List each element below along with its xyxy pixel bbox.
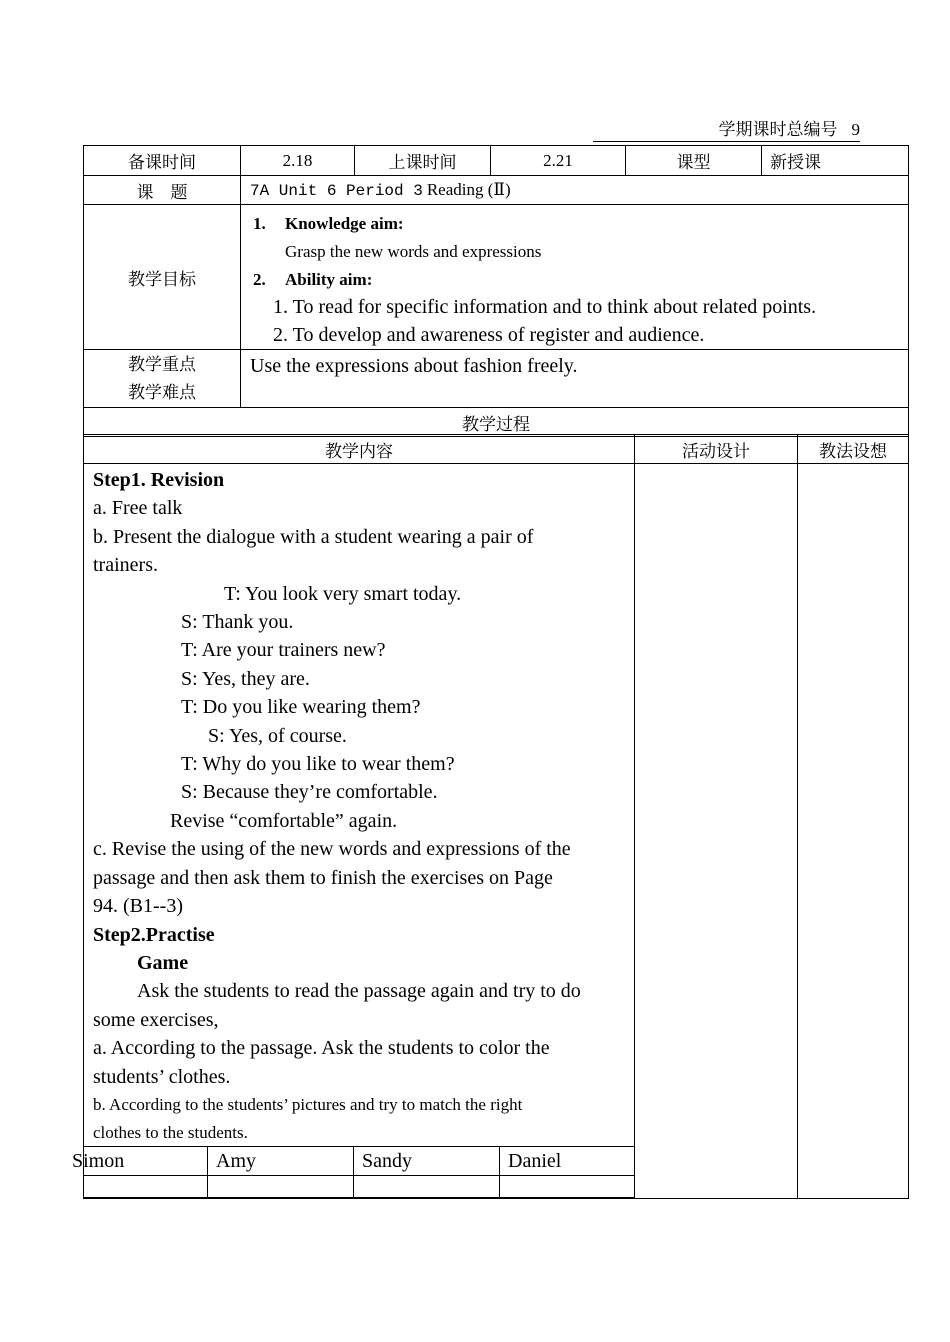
process-title: 教学过程 xyxy=(84,408,909,437)
match-cell[interactable] xyxy=(354,1176,500,1198)
serial-number: 9 xyxy=(851,120,860,139)
prep-time-label: 备课时间 xyxy=(84,146,241,176)
content-lines xyxy=(84,464,634,1148)
knowledge-aim-text: Grasp the new words and expressions xyxy=(285,242,542,261)
student-name-sandy: Sandy xyxy=(354,1147,500,1176)
content-line: b. According to the students’ pictures and try to match the right xyxy=(93,1094,523,1114)
content-line: trainers. xyxy=(93,554,158,577)
class-time-label: 上课时间 xyxy=(355,146,491,176)
content-line: b. Present the dialogue with a student wearing a pair of xyxy=(93,525,534,548)
serial-label: 学期课时总编号 xyxy=(718,120,838,139)
student-name-simon: Simon xyxy=(84,1147,208,1176)
col-method-header: 教法设想 xyxy=(798,435,909,464)
match-cell[interactable] xyxy=(208,1176,354,1198)
key-points-text: Use the expressions about fashion freely. xyxy=(241,350,909,408)
content-line: Ask the students to read the passage again and try to do xyxy=(137,980,581,1003)
prep-time-value: 2.18 xyxy=(241,146,355,176)
activity-cell xyxy=(635,464,798,1199)
topic-title: Reading (Ⅱ) xyxy=(426,180,511,199)
content-line: clothes to the students. xyxy=(93,1123,248,1143)
key-points-label xyxy=(84,350,241,408)
topic-unit: 7A Unit 6 Period 3 xyxy=(250,182,423,200)
topic-value xyxy=(241,176,909,205)
process-table xyxy=(83,434,909,1199)
ability-aim-2: 2. To develop and awareness of register and audience. xyxy=(273,324,705,346)
lesson-type-value: 新授课 xyxy=(762,146,909,176)
content-line: Revise “comfortable” again. xyxy=(170,809,398,832)
knowledge-aim-heading: 1. Knowledge aim: xyxy=(253,214,404,233)
content-line: some exercises, xyxy=(93,1008,219,1031)
col-content-header: 教学内容 xyxy=(84,435,635,464)
dialogue-line: T: You look very smart today. xyxy=(224,582,462,605)
ability-aim-1: 1. To read for specific information and to think about related points. xyxy=(273,296,817,318)
dialogue-line: S: Yes, of course. xyxy=(208,724,347,747)
dialogue-line: S: Yes, they are. xyxy=(181,667,310,690)
topic-label: 课 题 xyxy=(84,176,241,205)
game-heading: Game xyxy=(137,951,189,974)
dialogue-line: S: Thank you. xyxy=(181,611,294,634)
class-time-value: 2.21 xyxy=(491,146,626,176)
students-table xyxy=(72,1146,635,1198)
dialogue-line: T: Are your trainers new? xyxy=(181,639,386,662)
match-cell[interactable] xyxy=(84,1176,208,1198)
content-line: a. Free talk xyxy=(93,497,183,520)
lesson-info-table xyxy=(83,145,909,437)
content-line: a. According to the passage. Ask the students to color the xyxy=(93,1037,550,1060)
content-line: 94. (B1--3) xyxy=(93,895,183,918)
content-line: students’ clothes. xyxy=(93,1065,231,1088)
key-points-label-1: 教学重点 xyxy=(128,354,196,374)
dialogue-line: S: Because they’re comfortable. xyxy=(181,781,438,804)
objectives-cell xyxy=(241,205,909,350)
method-cell xyxy=(798,464,909,1199)
serial-number-line xyxy=(593,119,860,142)
content-line: passage and then ask them to finish the exercises on Page xyxy=(93,866,553,889)
student-name-amy: Amy xyxy=(208,1147,354,1176)
content-cell xyxy=(84,464,635,1199)
lesson-type-label: 课型 xyxy=(626,146,762,176)
ability-aim-heading: 2. Ability aim: xyxy=(253,270,373,289)
step1-heading: Step1. Revision xyxy=(93,469,225,491)
student-name-daniel: Daniel xyxy=(500,1147,635,1176)
content-line: c. Revise the using of the new words and expressions of the xyxy=(93,838,571,861)
col-activity-header: 活动设计 xyxy=(635,435,798,464)
dialogue-line: T: Do you like wearing them? xyxy=(181,696,421,719)
dialogue-line: T: Why do you like to wear them? xyxy=(181,753,455,776)
match-cell[interactable] xyxy=(500,1176,635,1198)
step2-heading: Step2.Practise xyxy=(93,923,215,946)
objectives-label: 教学目标 xyxy=(84,205,241,350)
key-points-label-2: 教学难点 xyxy=(128,382,196,402)
